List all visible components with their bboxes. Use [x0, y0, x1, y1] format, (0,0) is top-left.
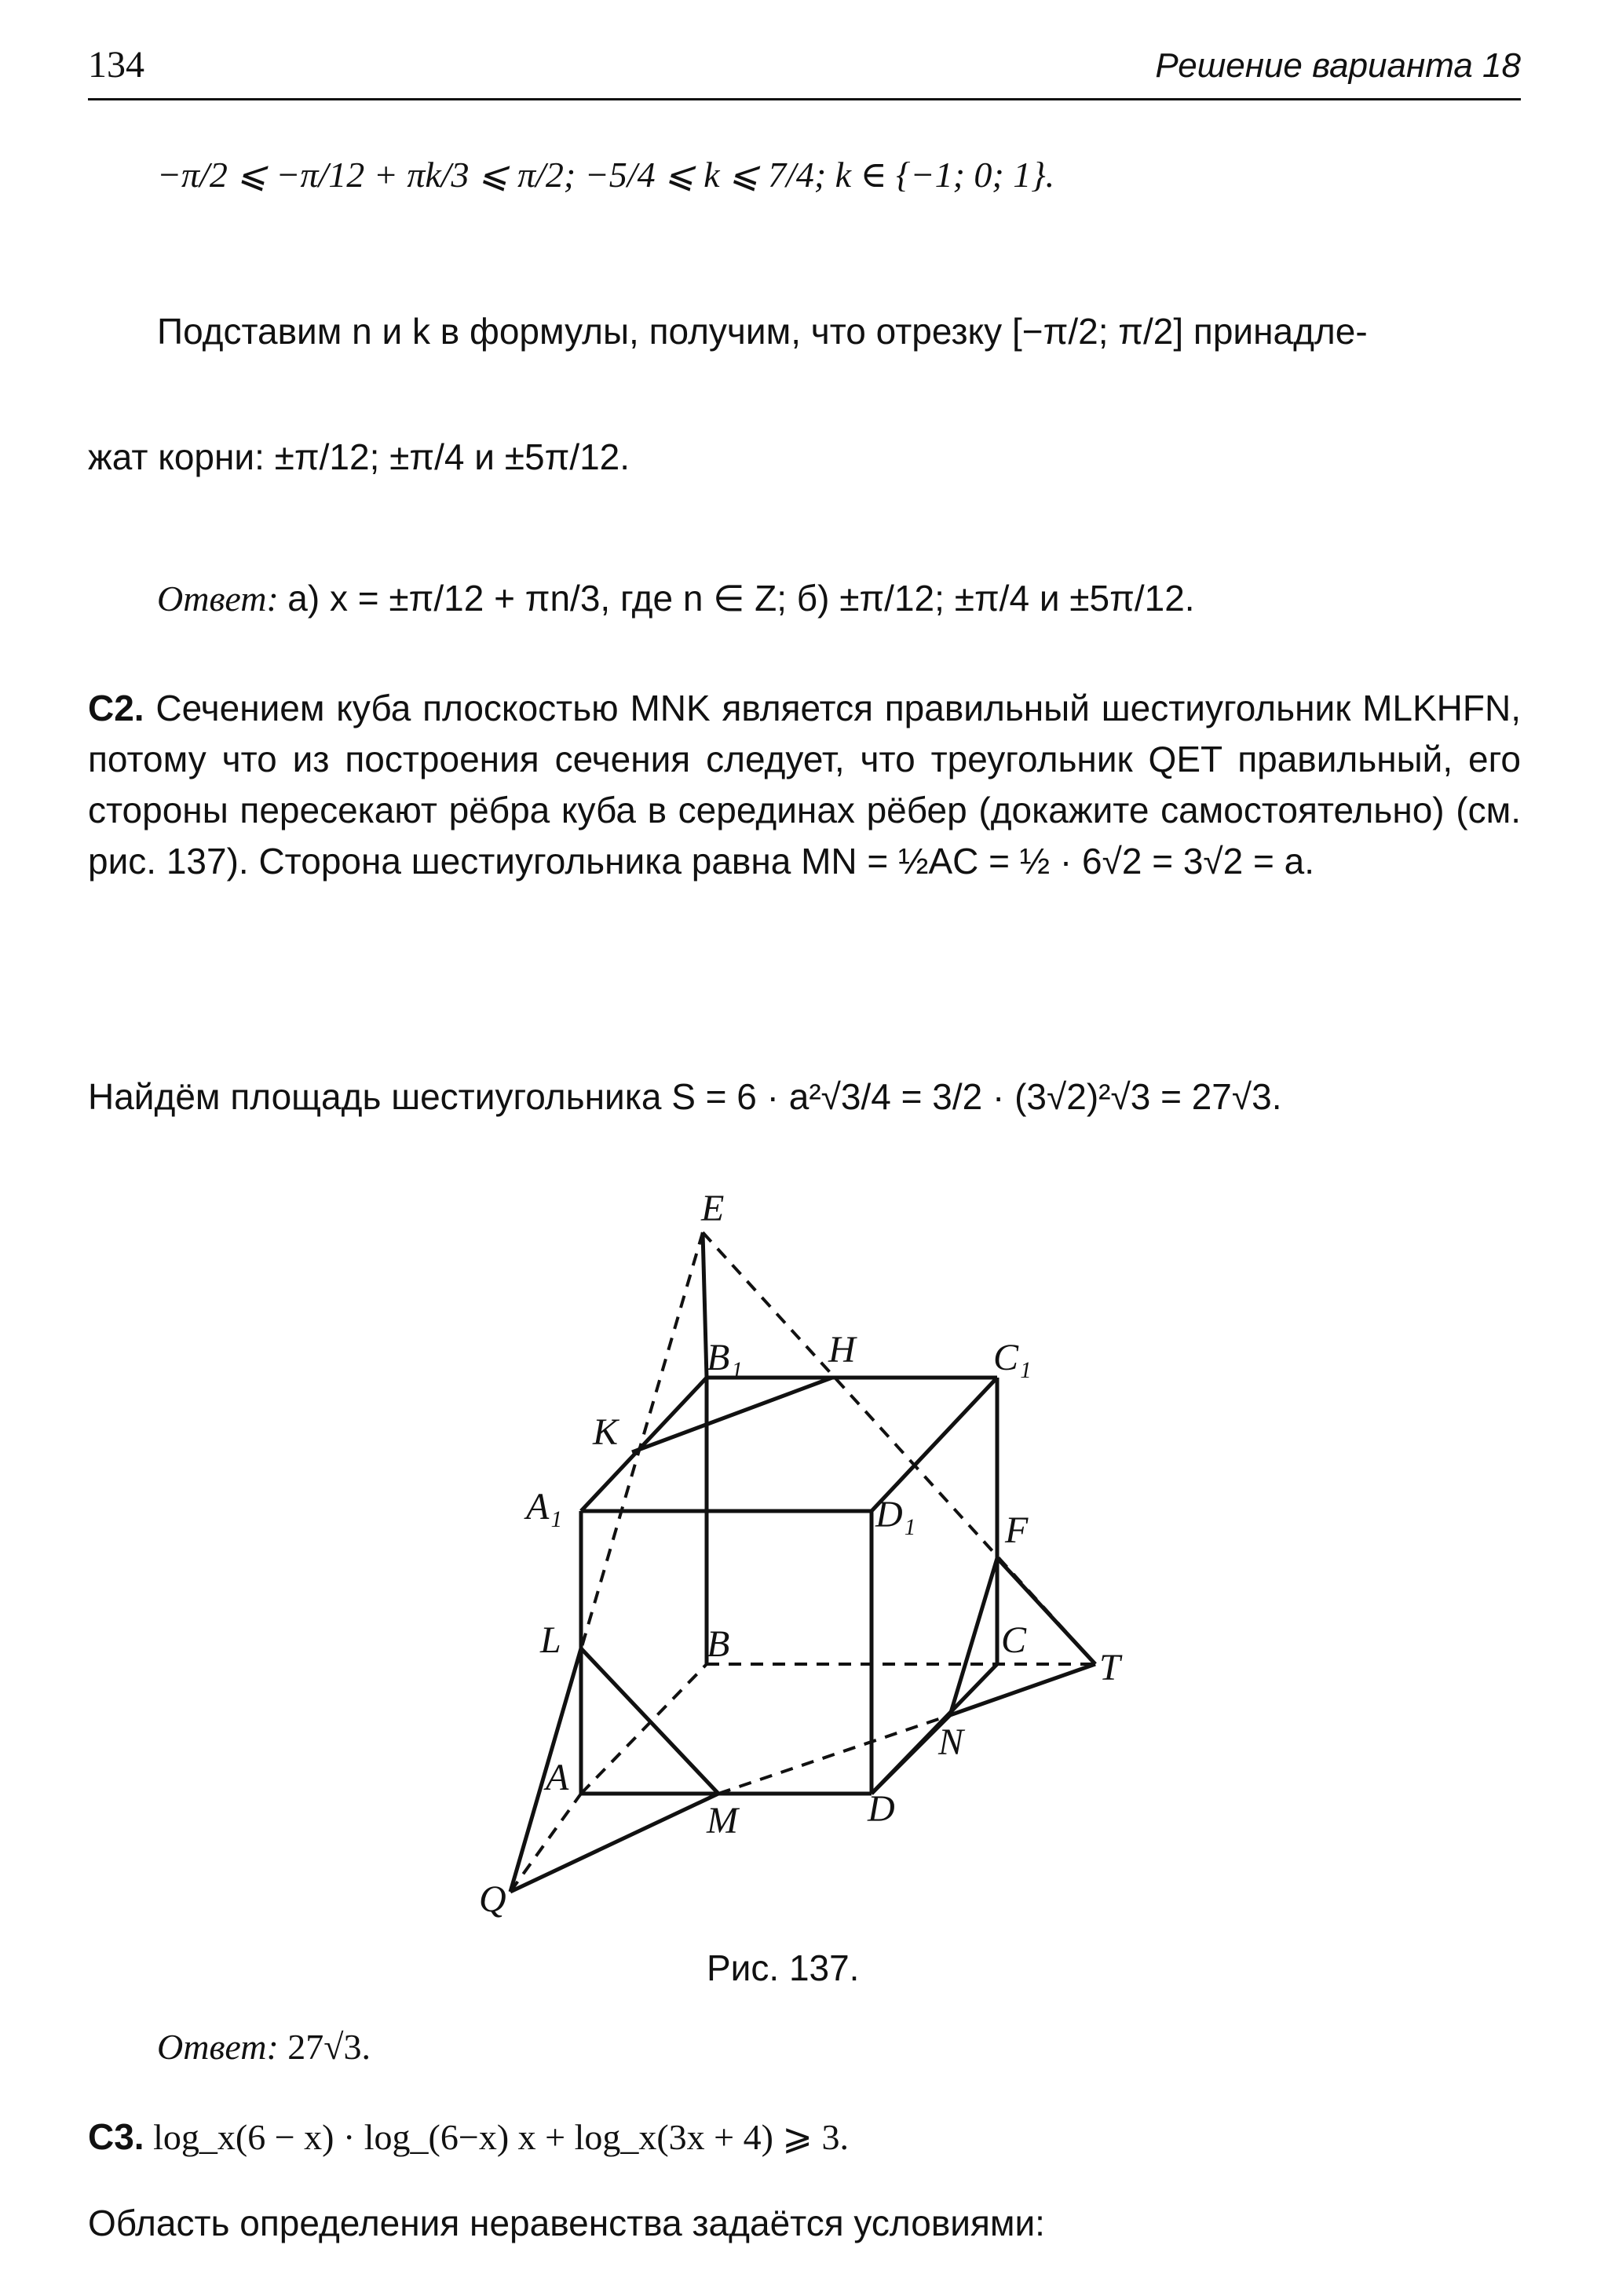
answer-2-text: 27√3.: [287, 2027, 371, 2067]
page-header: [88, 43, 1521, 98]
label-H: H: [828, 1329, 856, 1371]
label-Q: Q: [479, 1878, 506, 1920]
label-T: T: [1099, 1647, 1120, 1688]
answer-1-text: а) x = ±π/12 + πn/3, где n ∈ Z; б) ±π/12; ±π/4 и ±5π/12.: [287, 578, 1195, 619]
answer-2: [157, 2025, 371, 2068]
c3-problem: [88, 2115, 849, 2159]
c3-text: log_x(6 − x) · log_(6−x) x + log_x(3x + 4) ⩾ 3.: [153, 2117, 849, 2157]
area-line: Найдём площадь шестиугольника S = 6 · a²√3/4 = 3/2 · (3√2)²√3 = 27√3.: [88, 1076, 1282, 1117]
c2-label: С2.: [88, 688, 144, 728]
label-D: D: [868, 1788, 895, 1830]
hidden-M-N: [718, 1715, 950, 1794]
label-C1: C₁: [993, 1337, 1032, 1378]
domain-line: Область определения неравенства задаётся условиями:: [88, 2203, 1045, 2243]
section-F-N: [950, 1558, 997, 1715]
label-N: N: [938, 1721, 964, 1763]
label-A1: A₁: [526, 1486, 563, 1528]
label-E: E: [701, 1188, 725, 1229]
header-rule: [88, 98, 1521, 100]
answer-2-label: Ответ:: [157, 2027, 279, 2067]
hidden-E-T: [703, 1232, 1095, 1664]
label-A: A: [546, 1757, 569, 1798]
answer-1: [157, 577, 1195, 620]
label-B1: B₁: [707, 1337, 744, 1378]
label-C: C: [1001, 1619, 1027, 1661]
label-K: K: [593, 1411, 619, 1453]
label-M: M: [707, 1800, 738, 1842]
c2-text: Сечением куба плоскостью MNK является правильный шестиугольник MLKHFN, потому что из построения сечения следует, что треугольник QET правильный, его стороны пересекают рёбра куба в серединах рёбер (докажите самостоятельно) (см. рис. 137). Сторона шестиугольника равна MN = ½AC = ½ · 6√2 = 3√2 = a.: [88, 688, 1522, 882]
cube-figure: [440, 1185, 1178, 1931]
edge-D1-C1: [872, 1378, 997, 1511]
substitution-line-2: жат корни: ±π/12; ±π/4 и ±5π/12.: [88, 436, 630, 477]
cube-diagram: [440, 1185, 1178, 1931]
label-D1: D₁: [875, 1494, 916, 1535]
section-K-H: [632, 1378, 832, 1452]
section-Q-M: [510, 1794, 718, 1892]
c3-label: С3.: [88, 2116, 144, 2157]
label-L: L: [540, 1619, 561, 1661]
substitution-line-1: Подставим n и k в формулы, получим, что отрезку [−π/2; π/2] принадле-: [157, 311, 1368, 352]
label-F: F: [1005, 1509, 1029, 1551]
page-number: 134: [88, 44, 144, 86]
c2-paragraph: [88, 683, 1521, 887]
figure-caption: Рис. 137.: [707, 1947, 860, 1988]
answer-1-label: Ответ:: [157, 579, 279, 619]
label-B: B: [707, 1623, 730, 1665]
hidden-A-B: [581, 1664, 707, 1794]
inequality-line: −π/2 ⩽ −π/12 + πk/3 ⩽ π/2; −5/4 ⩽ k ⩽ 7/4; k ∈ {−1; 0; 1}.: [157, 155, 1055, 195]
running-title: Решение варианта 18: [1155, 46, 1521, 85]
